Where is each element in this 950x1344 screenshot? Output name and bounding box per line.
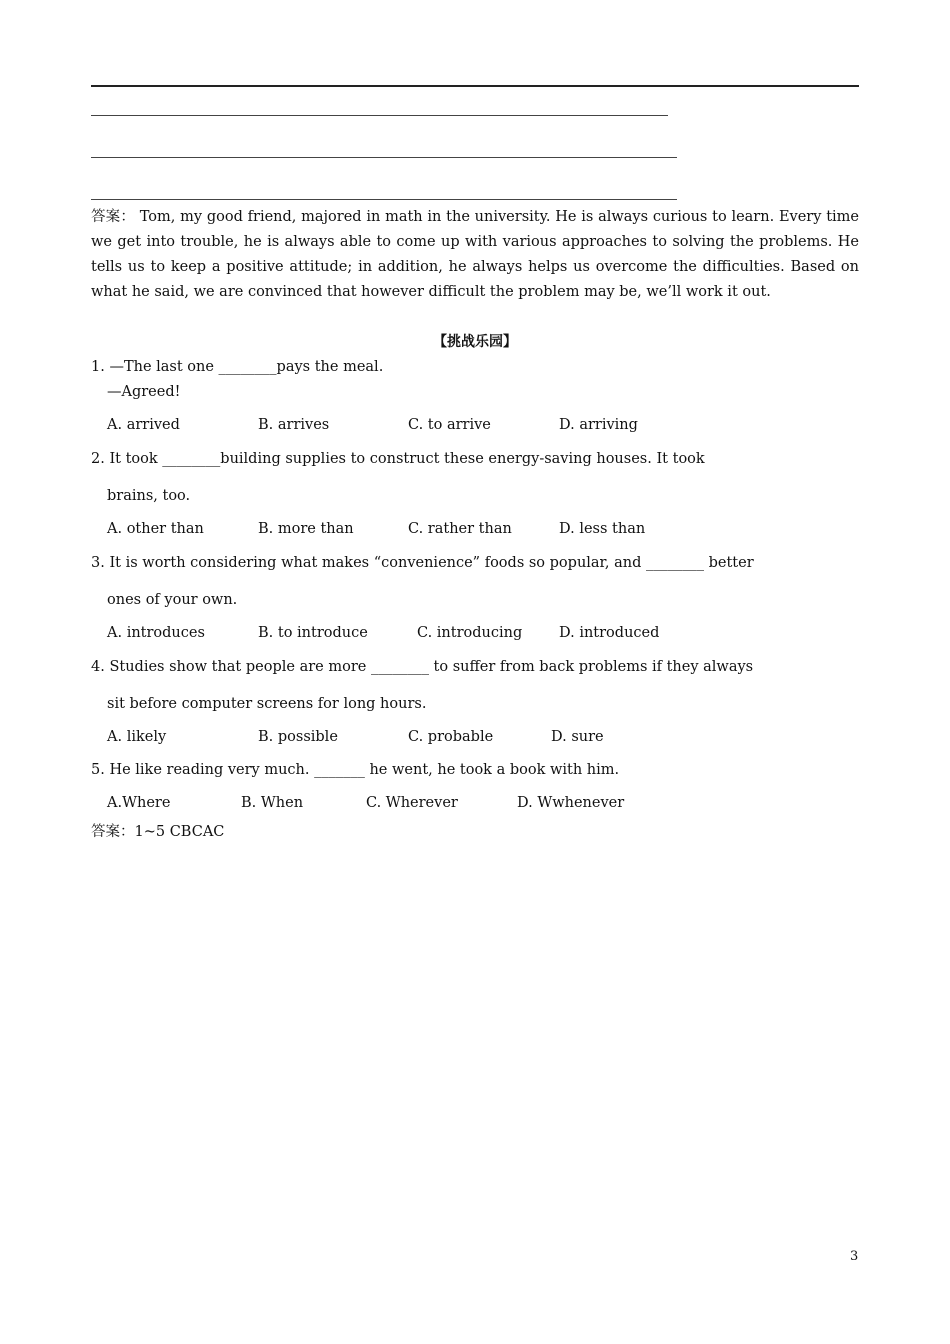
question-3-option-d: D. introduced [559,625,660,641]
question-1-option-d: D. arriving [559,417,638,433]
question-3-option-b: B. to introduce [258,625,368,641]
writing-line [91,115,668,116]
section-heading: 【挑战乐园】 [433,334,517,350]
question-1-stem: 1. —The last one ________pays the meal. [91,359,384,375]
question-4-stem-cont: sit before computer screens for long hours. [107,696,427,712]
question-2-option-b: B. more than [258,521,354,537]
question-3-stem-cont: ones of your own. [107,592,238,608]
question-4-option-d: D. sure [551,729,604,745]
question-2-option-d: D. less than [559,521,646,537]
question-4-option-b: B. possible [258,729,338,745]
question-5-option-a: A.Where [107,795,171,811]
writing-line [91,199,677,200]
question-2-stem: 2. It took ________building supplies to construct these energy-saving houses. It took [91,451,705,467]
question-5-option-b: B. When [241,795,304,811]
question-4-option-a: A. likely [107,729,167,745]
question-2-stem-cont: brains, too. [107,488,191,504]
top-rule [91,85,859,87]
question-5-stem: 5. He like reading very much. _______ he went, he took a book with him. [91,762,620,778]
question-3-option-a: A. introduces [107,625,205,641]
question-4-stem: 4. Studies show that people are more ________ to suffer from back problems if they always [91,659,754,675]
question-3-option-c: C. introducing [417,625,523,641]
question-2-option-c: C. rather than [408,521,512,537]
question-1-option-c: C. to arrive [408,417,491,433]
question-4-option-c: C. probable [408,729,494,745]
question-2-option-a: A. other than [107,521,204,537]
answer-key: 答案：1~5 CBCAC [91,824,225,840]
answer-paragraph: 答案： Tom, my good friend, majored in math in the university. He is always curious to learn. Every time we get into trouble, he is always able to come up with various approaches to solving the problems. He tells us to keep a positive attitude; in addition, he always helps us overcome the difficulties. Based on what he said, we are convinced that however difficult the problem may be, we’ll work it out. [91,209,859,300]
page-number: 3 [850,1249,859,1264]
question-5-option-c: C. Wherever [366,795,458,811]
question-5-option-d: D. Wwhenever [517,795,625,811]
question-3-stem: 3. It is worth considering what makes “convenience” foods so popular, and ________ better [91,555,754,571]
writing-line [91,157,677,158]
question-1-reply: —Agreed! [107,384,181,400]
question-1-option-b: B. arrives [258,417,330,433]
question-1-option-a: A. arrived [107,417,180,433]
